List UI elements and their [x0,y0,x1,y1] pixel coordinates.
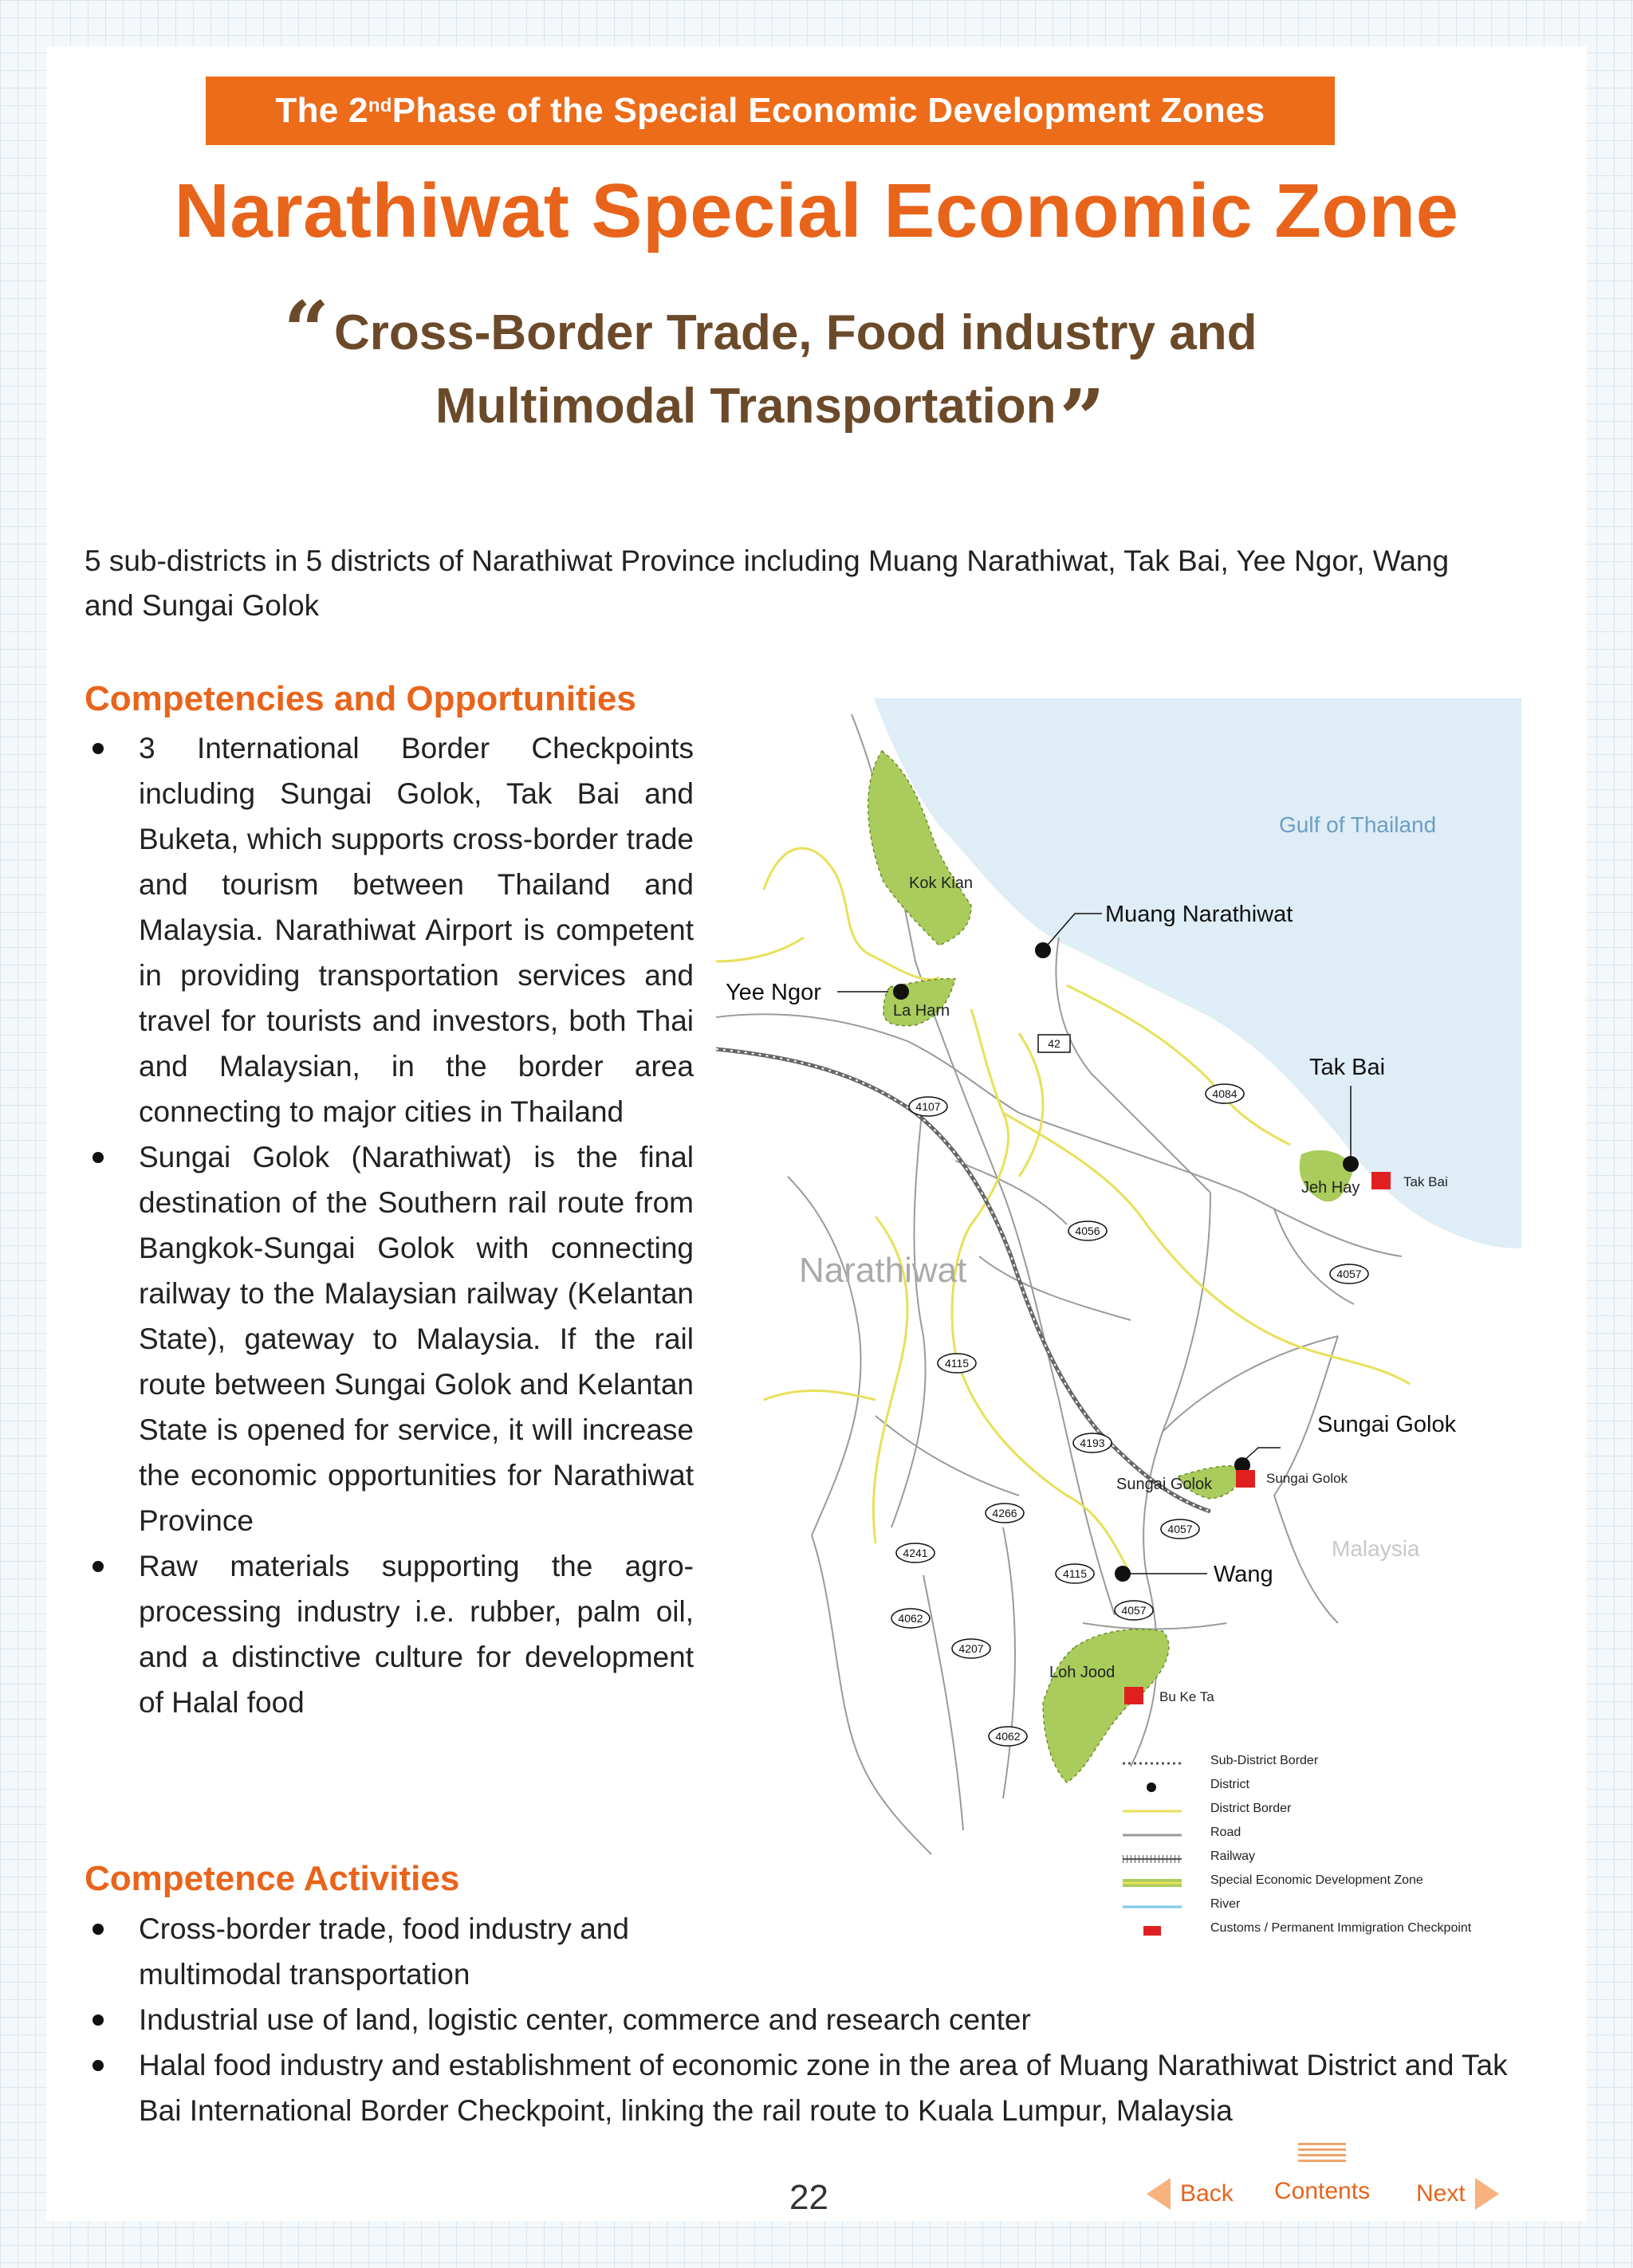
road-badge-label: 4241 [903,1547,928,1559]
list-item: Industrial use of land, logistic center, commerce and research center [85,1997,1520,2042]
back-button[interactable] [1147,2178,1234,2210]
road-badge [1073,1433,1112,1452]
district-icon [1115,1566,1131,1582]
road-badge-label: 4056 [1075,1224,1100,1237]
district-label-yee-ngor: Yee Ngor [726,980,821,1005]
legend-label: Sub-District Border [1210,1754,1319,1767]
checkpoint-legend-icon [1121,1926,1182,1936]
checkpoint-label-tak-bai: Tak Bai [1403,1174,1448,1189]
list-item: Raw materials supporting the agro-processing industry i.e. rubber, palm oil, and a distinctive culture for development of Halal food [85,1543,694,1725]
road-badge [986,1503,1024,1523]
next-button[interactable] [1416,2178,1499,2210]
contents-label: Contents [1274,2178,1371,2204]
road-badge-label: 4057 [1167,1523,1193,1535]
road-badge [1206,1084,1244,1103]
legend-label: District [1210,1778,1249,1791]
road-badge-label: 4107 [915,1100,941,1113]
road-badge-label: 4062 [995,1730,1021,1743]
road-badge-label: 4115 [944,1357,970,1370]
page-title: Narathiwat Special Economic Zone [174,168,1459,254]
zone-label-kok-kian: Kok Kian [909,875,974,892]
zone-label-sungai-golok: Sungai Golok [1116,1476,1213,1493]
road-line-icon [1121,1830,1182,1840]
road-badge [938,1354,976,1373]
road-badge-label: 4062 [898,1612,923,1625]
checkpoint-icon [1124,1687,1143,1704]
phase-banner [206,77,1335,145]
checkpoints [1124,1172,1448,1704]
checkpoint-label-bu-ke-ta: Bu Ke Ta [1159,1689,1214,1704]
district-label-tak-bai: Tak Bai [1309,1055,1386,1080]
list-item: Halal food industry and establishment of economic zone in the area of Muang Narathiwat District and Tak Bai International Border Checkpoint, linking the rail route to Kuala Lumpur, Malaysia [85,2042,1520,2133]
province-label: Narathiwat [799,1251,967,1290]
railway-icon [1121,1854,1182,1864]
legend-label: Railway [1210,1849,1256,1863]
subtitle-line2: Multimodal Transportation [435,379,1057,434]
next-label: Next [1416,2180,1466,2207]
road-badge-label: 4057 [1121,1604,1147,1617]
road-badge-label: 42 [1048,1037,1060,1050]
district-label-sungai-golok: Sungai Golok [1317,1412,1457,1437]
road-badge [1068,1221,1107,1240]
road-badge-label: 4115 [1062,1567,1088,1580]
country-label: Malaysia [1332,1536,1420,1561]
road-badge [1038,1035,1070,1052]
road-badge [891,1609,930,1628]
activities-heading: Competence Activities [85,1859,460,1898]
zone-label-loh-jood: Loh Jood [1049,1664,1116,1681]
road-badge-label: 4207 [958,1642,984,1655]
list-item: 3 International Border Checkpoints including Sungai Golok, Tak Bai and Buketa, which supports cross-border trade and tourism between Thailand and Malaysia. Narathiwat Airport is competent in providing transportation services and travel for tourists and investors, both Thai and Malaysian, in the border area connecting to major cities in Thailand [85,725,694,1134]
gulf-of-thailand-sea [874,698,1521,1248]
river-icon [1121,1902,1182,1912]
subtitle-line1: Cross-Border Trade, Food industry and [334,305,1257,360]
checkpoint-icon [1236,1470,1255,1488]
road-badge [1115,1601,1153,1620]
legend-label: Road [1210,1826,1241,1839]
district-label-muang: Muang Narathiwat [1105,902,1293,927]
close-quote-icon: ” [1059,371,1105,466]
road-badge [1330,1264,1368,1283]
road-badge-label: 4057 [1336,1268,1362,1280]
road-badge [989,1727,1027,1746]
sez-zone-icon [1121,1878,1182,1888]
sub-district-border-icon [1121,1759,1182,1768]
legend-label: Customs / Permanent Immigration Checkpoint [1210,1921,1472,1935]
checkpoint-label-sungai-golok: Sungai Golok [1266,1471,1348,1486]
banner-superscript: nd [368,95,392,116]
zone-label-la-harn: La Harn [893,1002,950,1020]
legend-label: River [1210,1897,1241,1911]
back-arrow-icon [1147,2178,1171,2210]
competencies-heading: Competencies and Opportunities [85,679,636,718]
banner-text-pre: The 2 [275,91,368,130]
zone-label-jeh-hay: Jeh Hay [1301,1179,1360,1197]
back-label: Back [1180,2180,1234,2207]
road-badge-label: 4084 [1212,1087,1238,1100]
list-item: Sungai Golok (Narathiwat) is the final destination of the Southern rail route from Bangkok-Sungai Golok with connecting railway to the Malaysian railway (Kelantan State), gateway to Malaysia. If the rail route between Sungai Golok and Kelantan State is opened for service, it will increase the economic opportunities for Narathiwat Province [85,1134,694,1543]
road-badge [952,1639,990,1658]
intro-paragraph: 5 sub-districts in 5 districts of Narathiwat Province including Muang Narathiwat, Tak Bai, Yee Ngor, Wang and Sungai Golok [85,544,1450,622]
road-badge-label: 4266 [992,1507,1017,1519]
banner-text-post: Phase of the Special Economic Development Zones [392,91,1265,130]
legend-label: Special Economic Development Zone [1210,1873,1423,1887]
road-badge [1161,1519,1199,1539]
competencies-list [85,725,694,1725]
map-region-labels [1279,812,1436,837]
road-badge [909,1097,947,1116]
checkpoint-icon [1371,1172,1391,1189]
district-dot-icon [1121,1783,1182,1792]
open-quote-icon: “ [283,284,330,378]
subtitle-quote [239,284,1301,466]
road-badge [896,1543,935,1562]
district-icon [893,984,909,1000]
road-badge [1056,1564,1094,1583]
list-item: Cross-border trade, food industry and multimodal transportation [85,1906,694,1997]
district-icon [1035,942,1051,958]
district-label-wang: Wang [1214,1562,1273,1587]
district-icon [1343,1156,1359,1172]
legend-label: District Border [1210,1802,1292,1815]
contents-list-icon[interactable] [1298,2140,1346,2172]
narathiwat-map [716,698,1521,1950]
sea-label: Gulf of Thailand [1279,812,1437,837]
contents-button[interactable] [1274,2178,1370,2205]
district-border-icon [1121,1806,1182,1816]
page-number: 22 [789,2178,828,2217]
road-badge-label: 4193 [1080,1437,1105,1449]
next-arrow-icon [1475,2178,1499,2210]
